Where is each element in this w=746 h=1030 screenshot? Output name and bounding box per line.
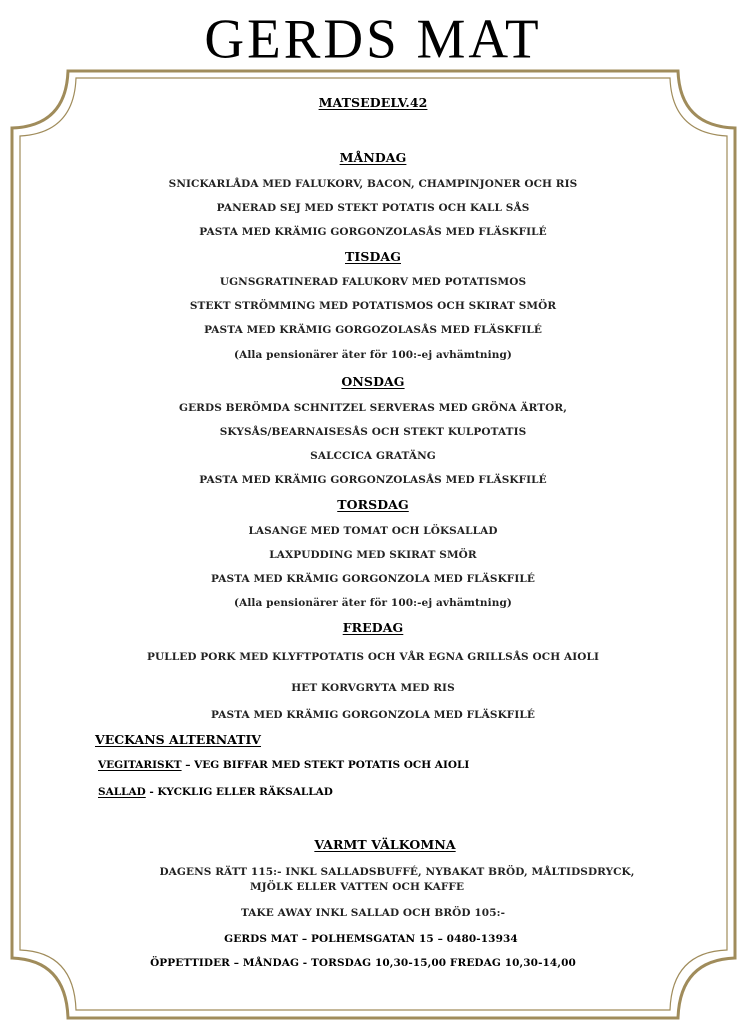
dish-item: SKYSÅS/BEARNAISESÅS OCH STEKT KULPOTATIS [219, 426, 527, 438]
dish-item: PULLED PORK MED KLYFTPOTATIS OCH VÅR EGNA GRILLSÅS OCH AIOLI [147, 651, 599, 663]
salad-alternative: SALLAD - KYCKLIG ELLER RÄKSALLAD [98, 786, 333, 798]
welcome-heading: VARMT VÄLKOMNA [314, 837, 456, 852]
dish-item: STEKT STRÖMMING MED POTATISMOS OCH SKIRAT SMÖR [189, 300, 557, 312]
dish-item: PASTA MED KRÄMIG GORGONZOLA MED FLÄSKFILÉ [211, 709, 535, 721]
opening-hours: ÖPPETTIDER – MÅNDAG - TORSDAG 10,30-15,00 FREDAG 10,30-14,00 [150, 957, 576, 969]
dish-item: HET KORVGRYTA MED RIS [291, 682, 455, 694]
dish-item: PASTA MED KRÄMIG GORGONZOLASÅS MED FLÄSKFILÉ [199, 474, 547, 486]
dish-item: LAXPUDDING MED SKIRAT SMÖR [269, 549, 477, 561]
dish-item: SALCCICA GRATÄNG [310, 450, 436, 462]
day-heading-thursday: TORSDAG [337, 497, 409, 512]
price-info-line: DAGENS RÄTT 115:- INKL SALLADSBUFFÉ, NYBAKAT BRÖD, MÅLTIDSDRYCK, [159, 866, 635, 878]
dish-item: PANERAD SEJ MED STEKT POTATIS OCH KALL SÅS [216, 202, 530, 214]
alternatives-heading: VECKANS ALTERNATIV [95, 732, 262, 747]
vegetarian-alternative: VEGITARISKT – VEG BIFFAR MED STEKT POTATIS OCH AIOLI [98, 759, 470, 771]
dish-item: PASTA MED KRÄMIG GORGONZOLASÅS MED FLÄSKFILÉ [199, 226, 547, 238]
pensioner-note: (Alla pensionärer äter för 100:-ej avhämtning) [234, 597, 512, 609]
dish-item: SNICKARLÅDA MED FALUKORV, BACON, CHAMPINJONER OCH RIS [168, 178, 578, 190]
dish-item: PASTA MED KRÄMIG GORGONZOLA MED FLÄSKFILÉ [211, 573, 535, 585]
day-heading-wednesday: ONSDAG [341, 374, 405, 389]
takeaway-price: TAKE AWAY INKL SALLAD OCH BRÖD 105:- [240, 907, 506, 919]
dish-item: LASANGE MED TOMAT OCH LÖKSALLAD [248, 525, 498, 537]
restaurant-title: GERDS MAT [204, 7, 542, 70]
dish-item: GERDS BERÖMDA SCHNITZEL SERVERAS MED GRÖNA ÄRTOR, [179, 402, 567, 414]
menu-week-heading: MATSEDELV.42 [318, 95, 428, 110]
day-heading-friday: FREDAG [342, 620, 404, 635]
day-heading-monday: MÅNDAG [339, 150, 407, 165]
pensioner-note: (Alla pensionärer äter för 100:-ej avhämtning) [234, 349, 512, 361]
address-line: GERDS MAT – POLHEMSGATAN 15 – 0480-13934 [224, 933, 518, 945]
dish-item: UGNSGRATINERAD FALUKORV MED POTATISMOS [219, 276, 527, 288]
dish-item: PASTA MED KRÄMIG GORGOZOLASÅS MED FLÄSKFILÉ [204, 324, 542, 336]
day-heading-tuesday: TISDAG [345, 249, 401, 264]
price-info-line: MJÖLK ELLER VATTEN OCH KAFFE [249, 881, 465, 893]
